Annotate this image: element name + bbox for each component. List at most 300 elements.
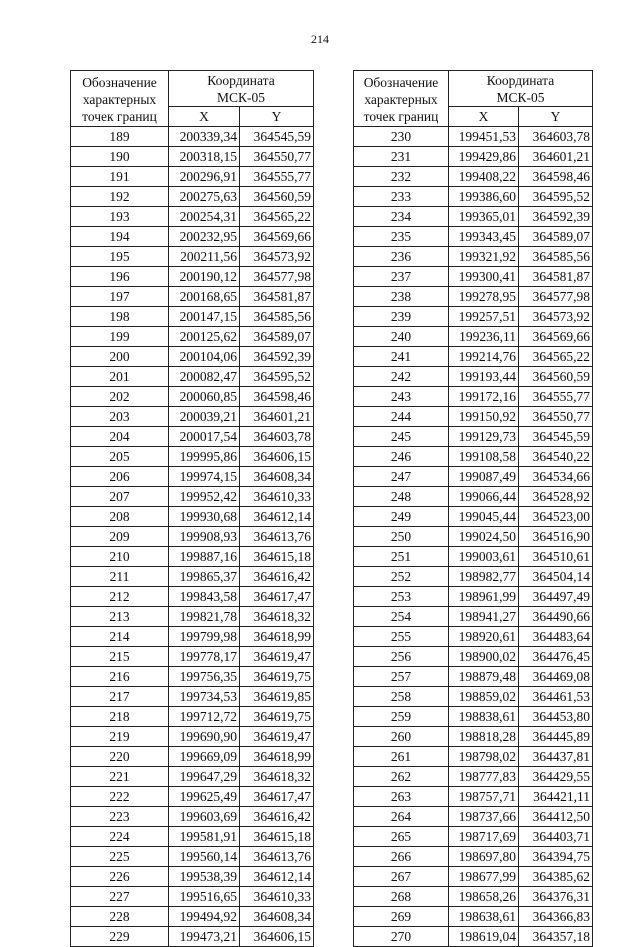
x-coordinate-cell: 200211,56 — [169, 247, 240, 267]
point-number-cell: 209 — [71, 527, 169, 547]
x-coordinate-cell: 199494,92 — [169, 907, 240, 927]
point-number-cell: 189 — [71, 127, 169, 147]
y-coordinate-cell: 364483,64 — [519, 627, 593, 647]
y-coordinate-cell: 364490,66 — [519, 607, 593, 627]
point-number-cell: 249 — [354, 507, 449, 527]
table-row — [354, 627, 593, 647]
y-coordinate-cell: 364445,89 — [519, 727, 593, 747]
y-coordinate-cell: 364619,75 — [240, 667, 314, 687]
point-number-cell: 190 — [71, 147, 169, 167]
point-number-cell: 206 — [71, 467, 169, 487]
table-row — [71, 727, 314, 747]
point-number-cell: 246 — [354, 447, 449, 467]
table-row — [354, 587, 593, 607]
table-row — [354, 407, 593, 427]
table-row — [354, 527, 593, 547]
x-coordinate-cell: 198757,71 — [449, 787, 519, 807]
y-coordinate-cell: 364534,66 — [519, 467, 593, 487]
point-number-cell: 241 — [354, 347, 449, 367]
table-row — [71, 807, 314, 827]
table-row — [354, 147, 593, 167]
table-row — [71, 567, 314, 587]
x-coordinate-cell: 200017,54 — [169, 427, 240, 447]
point-number-cell: 207 — [71, 487, 169, 507]
y-coordinate-cell: 364357,18 — [519, 927, 593, 947]
x-coordinate-cell: 199257,51 — [449, 307, 519, 327]
table-row — [354, 827, 593, 847]
header-line: точек границ — [82, 109, 157, 124]
x-coordinate-cell: 199045,44 — [449, 507, 519, 527]
y-coordinate-cell: 364617,47 — [240, 787, 314, 807]
point-number-cell: 195 — [71, 247, 169, 267]
y-coordinate-cell: 364615,18 — [240, 547, 314, 567]
point-number-cell: 266 — [354, 847, 449, 867]
y-coordinate-cell: 364577,98 — [240, 267, 314, 287]
point-number-cell: 191 — [71, 167, 169, 187]
column-header-x: X — [169, 107, 240, 127]
point-number-cell: 204 — [71, 427, 169, 447]
y-coordinate-cell: 364619,85 — [240, 687, 314, 707]
y-coordinate-cell: 364601,21 — [519, 147, 593, 167]
x-coordinate-cell: 198961,99 — [449, 587, 519, 607]
table-row — [71, 287, 314, 307]
header-line: МСК-05 — [217, 89, 266, 105]
y-coordinate-cell: 364585,56 — [519, 247, 593, 267]
table-row — [354, 327, 593, 347]
y-coordinate-cell: 364453,80 — [519, 707, 593, 727]
header-line: МСК-05 — [496, 89, 545, 105]
table-row — [71, 487, 314, 507]
y-coordinate-cell: 364565,22 — [240, 207, 314, 227]
x-coordinate-cell: 198838,61 — [449, 707, 519, 727]
table-row — [71, 647, 314, 667]
y-coordinate-cell: 364616,42 — [240, 567, 314, 587]
x-coordinate-cell: 198737,66 — [449, 807, 519, 827]
column-header-coordinate — [449, 71, 593, 107]
table-row — [71, 247, 314, 267]
x-coordinate-cell: 199172,16 — [449, 387, 519, 407]
y-coordinate-cell: 364497,49 — [519, 587, 593, 607]
x-coordinate-cell: 200060,85 — [169, 387, 240, 407]
table-row — [354, 447, 593, 467]
point-number-cell: 194 — [71, 227, 169, 247]
x-coordinate-cell: 198658,26 — [449, 887, 519, 907]
point-number-cell: 236 — [354, 247, 449, 267]
y-coordinate-cell: 364618,99 — [240, 627, 314, 647]
table-row — [354, 507, 593, 527]
point-number-cell: 261 — [354, 747, 449, 767]
y-coordinate-cell: 364429,55 — [519, 767, 593, 787]
point-number-cell: 247 — [354, 467, 449, 487]
y-coordinate-cell: 364613,76 — [240, 527, 314, 547]
table-row — [71, 867, 314, 887]
point-number-cell: 254 — [354, 607, 449, 627]
coordinates-table-left — [70, 70, 314, 947]
point-number-cell: 193 — [71, 207, 169, 227]
table-row — [354, 607, 593, 627]
x-coordinate-cell: 200082,47 — [169, 367, 240, 387]
point-number-cell: 219 — [71, 727, 169, 747]
y-coordinate-cell: 364619,47 — [240, 647, 314, 667]
y-coordinate-cell: 364619,47 — [240, 727, 314, 747]
table-row — [71, 267, 314, 287]
point-number-cell: 260 — [354, 727, 449, 747]
table-row — [71, 627, 314, 647]
x-coordinate-cell: 198798,02 — [449, 747, 519, 767]
y-coordinate-cell: 364394,75 — [519, 847, 593, 867]
y-coordinate-cell: 364610,33 — [240, 887, 314, 907]
point-number-cell: 268 — [354, 887, 449, 907]
x-coordinate-cell: 198638,61 — [449, 907, 519, 927]
y-coordinate-cell: 364540,22 — [519, 447, 593, 467]
header-line: точек границ — [363, 109, 439, 124]
y-coordinate-cell: 364592,39 — [519, 207, 593, 227]
point-number-cell: 258 — [354, 687, 449, 707]
table-row — [354, 547, 593, 567]
y-coordinate-cell: 364461,53 — [519, 687, 593, 707]
point-number-cell: 213 — [71, 607, 169, 627]
table-row — [71, 427, 314, 447]
x-coordinate-cell: 198697,80 — [449, 847, 519, 867]
x-coordinate-cell: 200318,15 — [169, 147, 240, 167]
y-coordinate-cell: 364555,77 — [519, 387, 593, 407]
x-coordinate-cell: 199734,53 — [169, 687, 240, 707]
y-coordinate-cell: 364581,87 — [240, 287, 314, 307]
x-coordinate-cell: 199843,58 — [169, 587, 240, 607]
y-coordinate-cell: 364606,15 — [240, 927, 314, 947]
table-row — [354, 867, 593, 887]
x-coordinate-cell: 199365,01 — [449, 207, 519, 227]
x-coordinate-cell: 200339,34 — [169, 127, 240, 147]
y-coordinate-cell: 364592,39 — [240, 347, 314, 367]
y-coordinate-cell: 364560,59 — [519, 367, 593, 387]
y-coordinate-cell: 364601,21 — [240, 407, 314, 427]
point-number-cell: 203 — [71, 407, 169, 427]
table-row — [71, 167, 314, 187]
x-coordinate-cell: 200039,21 — [169, 407, 240, 427]
x-coordinate-cell: 199473,21 — [169, 927, 240, 947]
point-number-cell: 228 — [71, 907, 169, 927]
y-coordinate-cell: 364595,52 — [519, 187, 593, 207]
table-row — [71, 607, 314, 627]
x-coordinate-cell: 199451,53 — [449, 127, 519, 147]
x-coordinate-cell: 199625,49 — [169, 787, 240, 807]
x-coordinate-cell: 199024,50 — [449, 527, 519, 547]
table-row — [354, 887, 593, 907]
x-coordinate-cell: 200168,65 — [169, 287, 240, 307]
column-header-point — [71, 71, 169, 127]
table-body-left — [71, 127, 314, 947]
point-number-cell: 232 — [354, 167, 449, 187]
y-coordinate-cell: 364550,77 — [519, 407, 593, 427]
point-number-cell: 244 — [354, 407, 449, 427]
table-row — [354, 907, 593, 927]
y-coordinate-cell: 364573,92 — [240, 247, 314, 267]
point-number-cell: 196 — [71, 267, 169, 287]
point-number-cell: 233 — [354, 187, 449, 207]
x-coordinate-cell: 199150,92 — [449, 407, 519, 427]
table-row — [71, 367, 314, 387]
x-coordinate-cell: 199408,22 — [449, 167, 519, 187]
y-coordinate-cell: 364376,31 — [519, 887, 593, 907]
x-coordinate-cell: 199690,90 — [169, 727, 240, 747]
table-row — [71, 407, 314, 427]
x-coordinate-cell: 198818,28 — [449, 727, 519, 747]
table-row — [71, 187, 314, 207]
x-coordinate-cell: 199429,86 — [449, 147, 519, 167]
y-coordinate-cell: 364598,46 — [519, 167, 593, 187]
y-coordinate-cell: 364617,47 — [240, 587, 314, 607]
x-coordinate-cell: 198900,02 — [449, 647, 519, 667]
table-row — [354, 807, 593, 827]
x-coordinate-cell: 198920,61 — [449, 627, 519, 647]
table-row — [354, 767, 593, 787]
table-row — [71, 147, 314, 167]
y-coordinate-cell: 364603,78 — [519, 127, 593, 147]
table-row — [354, 247, 593, 267]
y-coordinate-cell: 364569,66 — [240, 227, 314, 247]
table-row — [71, 687, 314, 707]
x-coordinate-cell: 200232,95 — [169, 227, 240, 247]
point-number-cell: 238 — [354, 287, 449, 307]
point-number-cell: 217 — [71, 687, 169, 707]
point-number-cell: 270 — [354, 927, 449, 947]
point-number-cell: 259 — [354, 707, 449, 727]
point-number-cell: 226 — [71, 867, 169, 887]
x-coordinate-cell: 199821,78 — [169, 607, 240, 627]
point-number-cell: 221 — [71, 767, 169, 787]
header-line: Координата — [207, 72, 275, 88]
y-coordinate-cell: 364589,07 — [240, 327, 314, 347]
header-line: характерных — [364, 92, 438, 107]
point-number-cell: 239 — [354, 307, 449, 327]
x-coordinate-cell: 199712,72 — [169, 707, 240, 727]
point-number-cell: 263 — [354, 787, 449, 807]
point-number-cell: 255 — [354, 627, 449, 647]
point-number-cell: 224 — [71, 827, 169, 847]
table-body-right — [354, 127, 593, 947]
point-number-cell: 256 — [354, 647, 449, 667]
y-coordinate-cell: 364613,76 — [240, 847, 314, 867]
table-row — [71, 787, 314, 807]
point-number-cell: 218 — [71, 707, 169, 727]
table-row — [71, 527, 314, 547]
table-row — [71, 927, 314, 947]
y-coordinate-cell: 364619,75 — [240, 707, 314, 727]
column-header-coordinate — [169, 71, 314, 107]
point-number-cell: 250 — [354, 527, 449, 547]
x-coordinate-cell: 199386,60 — [449, 187, 519, 207]
x-coordinate-cell: 199321,92 — [449, 247, 519, 267]
y-coordinate-cell: 364616,42 — [240, 807, 314, 827]
y-coordinate-cell: 364412,50 — [519, 807, 593, 827]
table-row — [354, 207, 593, 227]
table-row — [354, 647, 593, 667]
column-header-point — [354, 71, 449, 127]
y-coordinate-cell: 364615,18 — [240, 827, 314, 847]
point-number-cell: 234 — [354, 207, 449, 227]
table-row — [71, 327, 314, 347]
table-row — [354, 387, 593, 407]
x-coordinate-cell: 200147,15 — [169, 307, 240, 327]
y-coordinate-cell: 364589,07 — [519, 227, 593, 247]
table-row — [354, 787, 593, 807]
table-row — [71, 447, 314, 467]
x-coordinate-cell: 199756,35 — [169, 667, 240, 687]
point-number-cell: 211 — [71, 567, 169, 587]
point-number-cell: 216 — [71, 667, 169, 687]
point-number-cell: 245 — [354, 427, 449, 447]
table-row — [354, 847, 593, 867]
y-coordinate-cell: 364545,59 — [240, 127, 314, 147]
table-row — [71, 207, 314, 227]
table-row — [354, 427, 593, 447]
table-row — [354, 687, 593, 707]
point-number-cell: 223 — [71, 807, 169, 827]
table-row — [354, 227, 593, 247]
y-coordinate-cell: 364403,71 — [519, 827, 593, 847]
x-coordinate-cell: 198941,27 — [449, 607, 519, 627]
y-coordinate-cell: 364565,22 — [519, 347, 593, 367]
x-coordinate-cell: 199669,09 — [169, 747, 240, 767]
x-coordinate-cell: 198777,83 — [449, 767, 519, 787]
table-row — [71, 767, 314, 787]
y-coordinate-cell: 364437,81 — [519, 747, 593, 767]
x-coordinate-cell: 199300,41 — [449, 267, 519, 287]
point-number-cell: 237 — [354, 267, 449, 287]
table-row — [71, 907, 314, 927]
point-number-cell: 262 — [354, 767, 449, 787]
point-number-cell: 230 — [354, 127, 449, 147]
table-row — [71, 847, 314, 867]
point-number-cell: 265 — [354, 827, 449, 847]
table-row — [71, 347, 314, 367]
x-coordinate-cell: 199581,91 — [169, 827, 240, 847]
x-coordinate-cell: 199560,14 — [169, 847, 240, 867]
y-coordinate-cell: 364528,92 — [519, 487, 593, 507]
point-number-cell: 201 — [71, 367, 169, 387]
y-coordinate-cell: 364612,14 — [240, 867, 314, 887]
y-coordinate-cell: 364608,34 — [240, 907, 314, 927]
x-coordinate-cell: 199516,65 — [169, 887, 240, 907]
x-coordinate-cell: 199995,86 — [169, 447, 240, 467]
y-coordinate-cell: 364569,66 — [519, 327, 593, 347]
y-coordinate-cell: 364581,87 — [519, 267, 593, 287]
point-number-cell: 205 — [71, 447, 169, 467]
table-row — [354, 567, 593, 587]
table-row — [354, 287, 593, 307]
x-coordinate-cell: 199343,45 — [449, 227, 519, 247]
point-number-cell: 220 — [71, 747, 169, 767]
header-line: Координата — [486, 72, 555, 88]
point-number-cell: 251 — [354, 547, 449, 567]
x-coordinate-cell: 199603,69 — [169, 807, 240, 827]
point-number-cell: 235 — [354, 227, 449, 247]
table-row — [71, 227, 314, 247]
page-number: 214 — [311, 32, 329, 46]
x-coordinate-cell: 198677,99 — [449, 867, 519, 887]
y-coordinate-cell: 364510,61 — [519, 547, 593, 567]
y-coordinate-cell: 364618,32 — [240, 607, 314, 627]
y-coordinate-cell: 364504,14 — [519, 567, 593, 587]
y-coordinate-cell: 364469,08 — [519, 667, 593, 687]
point-number-cell: 197 — [71, 287, 169, 307]
table-row — [71, 747, 314, 767]
y-coordinate-cell: 364385,62 — [519, 867, 593, 887]
x-coordinate-cell: 200190,12 — [169, 267, 240, 287]
table-row — [354, 927, 593, 947]
table-row — [354, 487, 593, 507]
y-coordinate-cell: 364595,52 — [240, 367, 314, 387]
x-coordinate-cell: 199066,44 — [449, 487, 519, 507]
point-number-cell: 222 — [71, 787, 169, 807]
table-row — [71, 887, 314, 907]
table-row — [71, 547, 314, 567]
y-coordinate-cell: 364573,92 — [519, 307, 593, 327]
x-coordinate-cell: 199952,42 — [169, 487, 240, 507]
point-number-cell: 257 — [354, 667, 449, 687]
column-header-y: Y — [519, 107, 593, 127]
x-coordinate-cell: 200275,63 — [169, 187, 240, 207]
x-coordinate-cell: 200254,31 — [169, 207, 240, 227]
y-coordinate-cell: 364618,32 — [240, 767, 314, 787]
table-row — [354, 707, 593, 727]
y-coordinate-cell: 364516,90 — [519, 527, 593, 547]
y-coordinate-cell: 364366,83 — [519, 907, 593, 927]
x-coordinate-cell: 199214,76 — [449, 347, 519, 367]
point-number-cell: 199 — [71, 327, 169, 347]
point-number-cell: 242 — [354, 367, 449, 387]
y-coordinate-cell: 364421,11 — [519, 787, 593, 807]
x-coordinate-cell: 199887,16 — [169, 547, 240, 567]
point-number-cell: 210 — [71, 547, 169, 567]
table-row — [71, 307, 314, 327]
y-coordinate-cell: 364476,45 — [519, 647, 593, 667]
y-coordinate-cell: 364606,15 — [240, 447, 314, 467]
table-row — [354, 267, 593, 287]
y-coordinate-cell: 364523,00 — [519, 507, 593, 527]
point-number-cell: 231 — [354, 147, 449, 167]
table-row — [354, 347, 593, 367]
point-number-cell: 227 — [71, 887, 169, 907]
point-number-cell: 229 — [71, 927, 169, 947]
header-line: характерных — [82, 92, 157, 107]
x-coordinate-cell: 198619,04 — [449, 927, 519, 947]
x-coordinate-cell: 199799,98 — [169, 627, 240, 647]
point-number-cell: 198 — [71, 307, 169, 327]
point-number-cell: 267 — [354, 867, 449, 887]
x-coordinate-cell: 199003,61 — [449, 547, 519, 567]
point-number-cell: 252 — [354, 567, 449, 587]
x-coordinate-cell: 200104,06 — [169, 347, 240, 367]
x-coordinate-cell: 199647,29 — [169, 767, 240, 787]
y-coordinate-cell: 364577,98 — [519, 287, 593, 307]
table-row — [354, 167, 593, 187]
x-coordinate-cell: 199908,93 — [169, 527, 240, 547]
coordinates-table-right — [353, 70, 593, 947]
point-number-cell: 192 — [71, 187, 169, 207]
x-coordinate-cell: 199108,58 — [449, 447, 519, 467]
x-coordinate-cell: 200296,91 — [169, 167, 240, 187]
y-coordinate-cell: 364603,78 — [240, 427, 314, 447]
x-coordinate-cell: 199974,15 — [169, 467, 240, 487]
x-coordinate-cell: 199236,11 — [449, 327, 519, 347]
y-coordinate-cell: 364598,46 — [240, 387, 314, 407]
point-number-cell: 208 — [71, 507, 169, 527]
table-row — [354, 187, 593, 207]
y-coordinate-cell: 364560,59 — [240, 187, 314, 207]
point-number-cell: 240 — [354, 327, 449, 347]
